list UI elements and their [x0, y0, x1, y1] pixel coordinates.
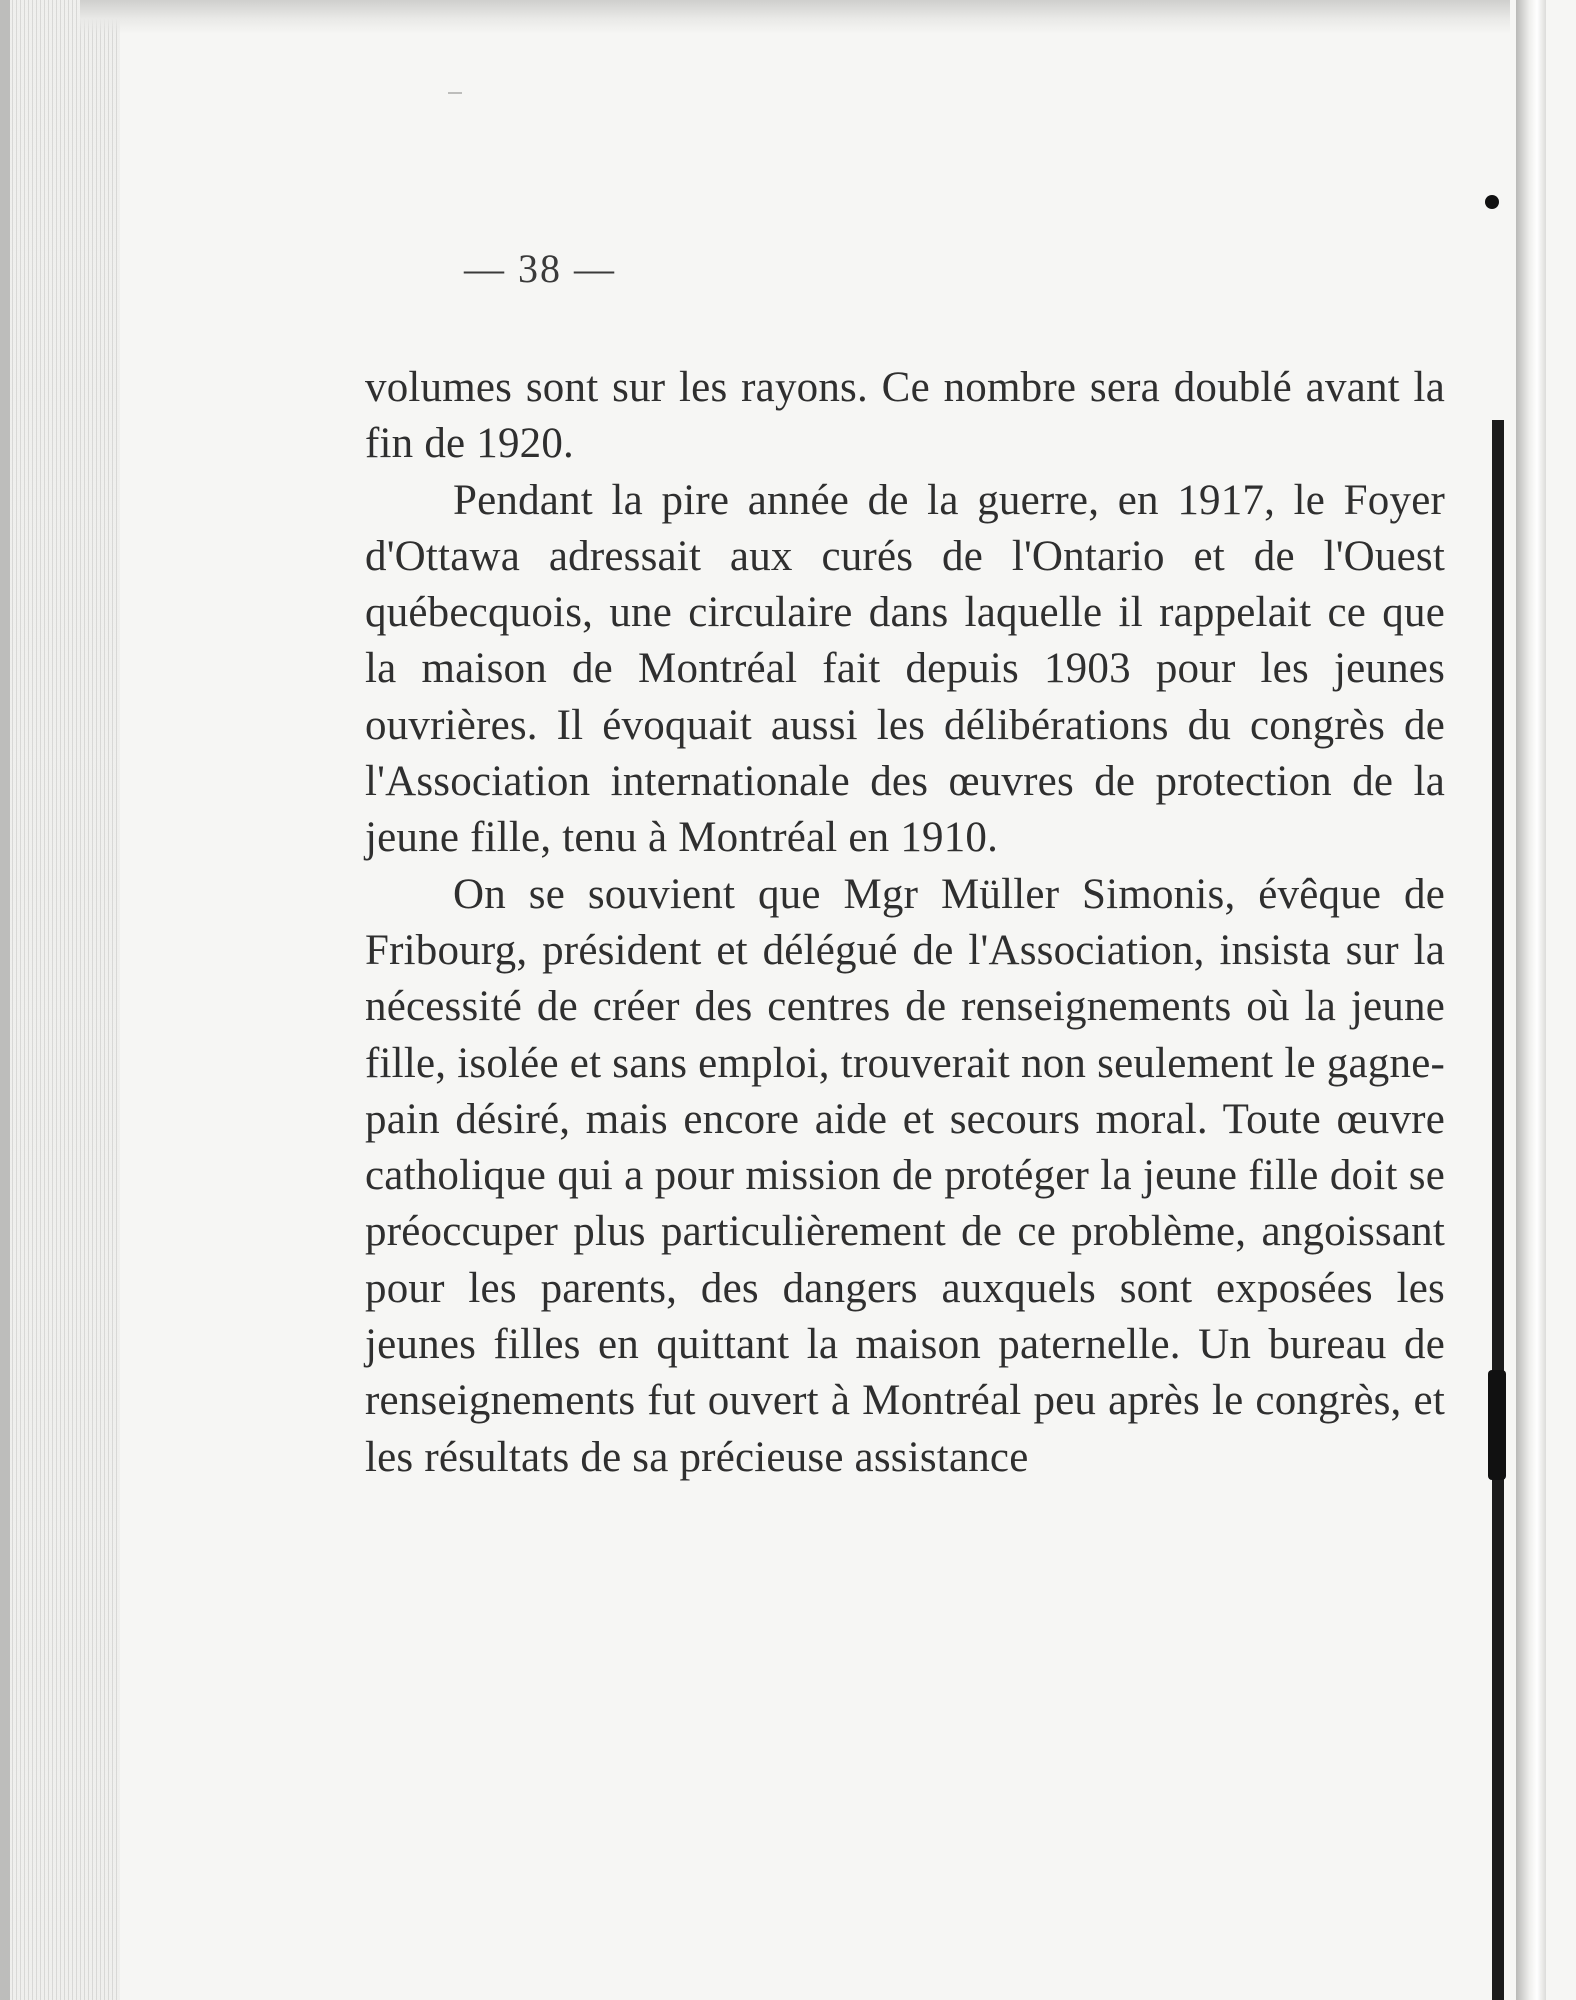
left-page-edges	[0, 0, 120, 2000]
paper-fold-mark	[448, 92, 462, 94]
book-page	[120, 0, 1480, 2000]
page-text	[365, 360, 1445, 1486]
paragraph-3: On se souvient que Mgr Müller Simonis, évêque de Fribourg, président et délégué de l'Association, insista sur la nécessité de créer des centres de renseignements où la jeune fille, isolée et sans emploi, trouverait non seulement le gagne-pain désiré, mais encore aide et secours moral. Toute œuvre catholique qui a pour mission de protéger la jeune fille doit se préoccuper plus particulièrement de ce problème, angoissant pour les parents, des dangers auxquels sont exposées les jeunes filles en quittant la maison paternelle. Un bureau de renseignements fut ouvert à Montréal peu après le congrès, et les résultats de sa précieuse assistance	[365, 870, 1445, 1481]
paragraph-1: volumes sont sur les rayons. Ce nombre sera doublé avant la fin de 1920.	[365, 364, 1445, 468]
left-book-edge	[0, 0, 10, 2000]
paragraph-2: Pendant la pire année de la guerre, en 1917, le Foyer d'Ottawa adressait aux curés de l'Ontario et de l'Ouest québecquois, une circulaire dans laquelle il rappelait ce que la maison de Montréal fait depuis 1903 pour les jeunes ouvrières. Il évoquait aussi les délibérations du congrès de l'Association internationale des œuvres de protection de la jeune fille, tenu à Montréal en 1910.	[365, 476, 1445, 862]
right-binding-mark	[1488, 1370, 1506, 1480]
right-binding-edge	[1516, 0, 1546, 2000]
page-number: — 38 —	[464, 246, 616, 291]
right-binding-line	[1492, 420, 1504, 2000]
right-binding-dot	[1485, 195, 1499, 209]
